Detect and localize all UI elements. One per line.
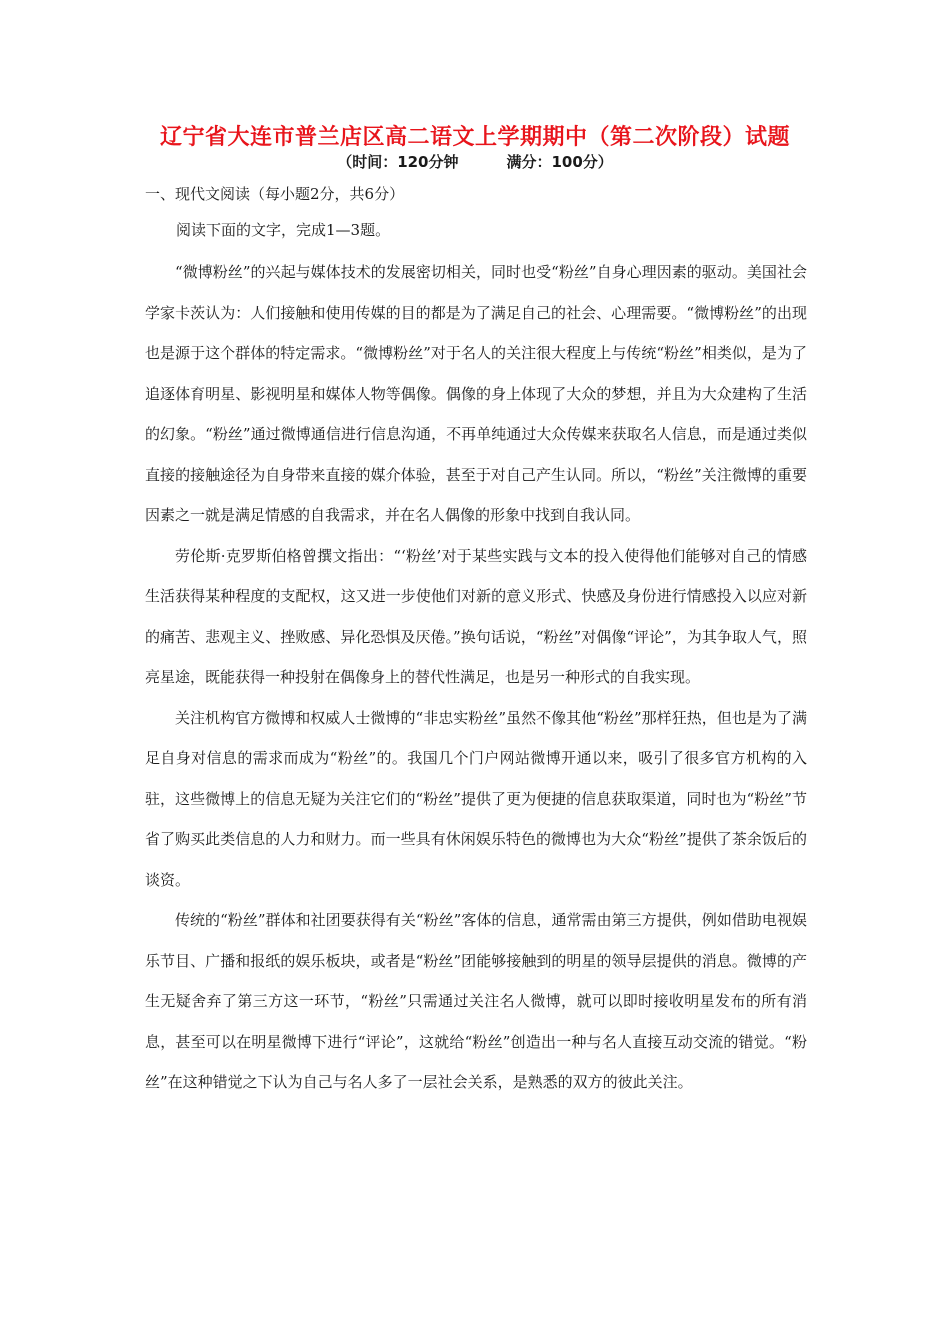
section-heading: 一、现代文阅读（每小题2分，共6分） [145, 185, 405, 203]
paragraph-2: 劳伦斯·克罗斯伯格曾撰文指出：“‘粉丝’对于某些实践与文本的投入使得他们能够对自己的情感生活获得某种程度的支配权，这又进一步使他们对新的意义形式、快感及身份进行情感投入以应对新的痛苦、悲观主义、挫败感、异化恐惧及厌倦。”换句话说，“粉丝”对偶像“评论”，为其争取人气，照亮星途，既能获得一种投射在偶像身上的替代性满足，也是另一种形式的自我实现。 [145, 546, 807, 686]
exam-time: （时间：120分钟 [337, 153, 459, 171]
document-title: 辽宁省大连市普兰店区高二语文上学期期中（第二次阶段）试题 [159, 125, 790, 150]
reading-instruction: 阅读下面的文字，完成1—3题。 [176, 221, 391, 239]
exam-score: 满分：100分） [506, 153, 613, 171]
paragraph-3: 关注机构官方微博和权威人士微博的“非忠实粉丝”虽然不像其他“粉丝”那样狂热，但也是为了满足自身对信息的需求而成为“粉丝”的。我国几个门户网站微博开通以来，吸引了很多官方机构的入驻，这些微博上的信息无疑为关注它们的“粉丝”提供了更为便捷的信息获取渠道，同时也为“粉丝”节省了购买此类信息的人力和财力。而一些具有休闲娱乐特色的微博也为大众“粉丝”提供了茶余饭后的谈资。 [145, 708, 807, 889]
paragraph-1: “微博粉丝”的兴起与媒体技术的发展密切相关，同时也受“粉丝”自身心理因素的驱动。美国社会学家卡茨认为：人们接触和使用传媒的目的都是为了满足自己的社会、心理需要。“微博粉丝”的出现也是源于这个群体的特定需求。“微博粉丝”对于名人的关注很大程度上与传统“粉丝”相类似，是为了追逐体育明星、影视明星和媒体人物等偶像。偶像的身上体现了大众的梦想，并且为大众建构了生活的幻象。“粉丝”通过微博通信进行信息沟通，不再单纯通过大众传媒来获取名人信息，而是通过类似直接的接触途径为自身带来直接的媒介体验，甚至于对自己产生认同。所以，“粉丝”关注微博的重要因素之一就是满足情感的自我需求，并在名人偶像的形象中找到自我认同。 [145, 263, 807, 524]
paragraph-4: 传统的“粉丝”群体和社团要获得有关“粉丝”客体的信息，通常需由第三方提供，例如借助电视娱乐节目、广播和报纸的娱乐板块，或者是“粉丝”团能够接触到的明星的领导层提供的消息。微博的产生无疑舍弃了第三方这一环节，“粉丝”只需通过关注名人微博，就可以即时接收明星发布的所有消息，甚至可以在明星微博下进行“评论”，这就给“粉丝”创造出一种与名人直接互动交流的错觉。“粉丝”在这种错觉之下认为自己与名人多了一层社会关系，是熟悉的双方的彼此关注。 [145, 911, 807, 1091]
reading-passage [145, 252, 807, 1103]
exam-info [0, 152, 950, 172]
